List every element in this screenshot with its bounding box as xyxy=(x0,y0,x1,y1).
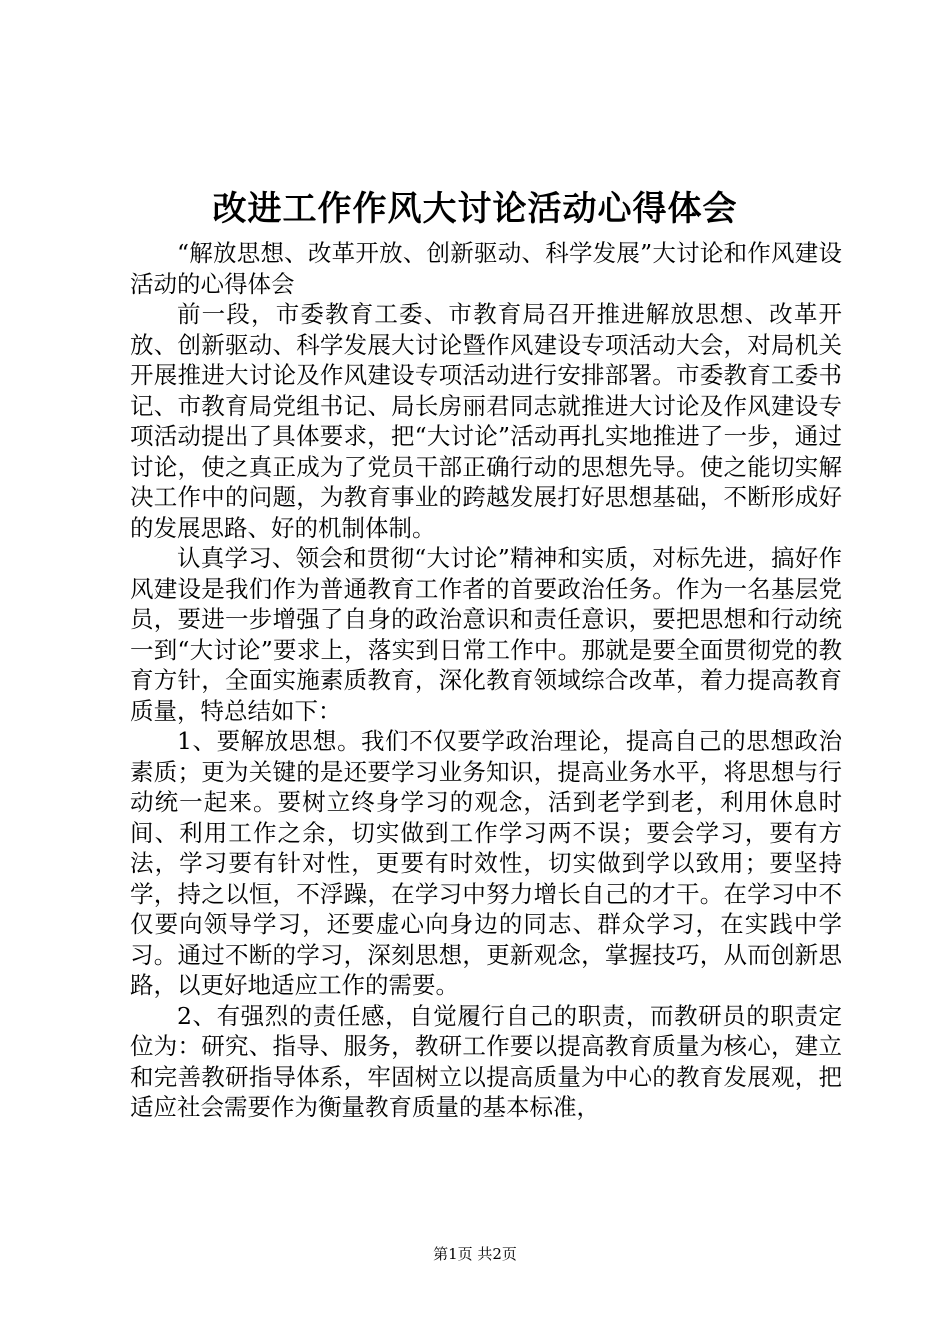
page-number-footer: 第1页 共2页 xyxy=(433,1245,517,1263)
document-body xyxy=(130,238,842,1123)
subtitle-paragraph: “解放思想、改革开放、创新驱动、科学发展”大讨论和作风建设活动的心得体会 xyxy=(130,239,842,298)
document-title: 改进工作作风大讨论活动心得体会 xyxy=(212,189,738,229)
body-paragraph: 2、有强烈的责任感，自觉履行自己的职责，而教研员的职责定位为：研究、指导、服务，教研工作要以提高教育质量为核心，建立和完善教研指导体系，牢固树立以提高质量为中心的教育发展观，把适应社会需要作为衡量教育质量的基本标准， xyxy=(130,1001,842,1121)
body-paragraph: 认真学习、领会和贯彻“大讨论”精神和实质，对标先进，搞好作风建设是我们作为普通教育工作者的首要政治任务。作为一名基层党员，要进一步增强了自身的政治意识和责任意识，要把思想和行动统一到“大讨论”要求上，落实到日常工作中。那就是要全面贯彻党的教育方针，全面实施素质教育，深化教育领域综合改革，着力提高教育质量，特总结如下： xyxy=(130,544,842,725)
body-paragraph: 前一段，市委教育工委、市教育局召开推进解放思想、改革开放、创新驱动、科学发展大讨论暨作风建设专项活动大会，对局机关开展推进大讨论及作风建设专项活动进行安排部署。市委教育工委书记、市教育局党组书记、局长房丽君同志就推进大讨论及作风建设专项活动提出了具体要求，把“大讨论”活动再扎实地推进了一步，通过讨论，使之真正成为了党员干部正确行动的思想先导。使之能切实解决工作中的问题，为教育事业的跨越发展打好思想基础，不断形成好的发展思路、好的机制体制。 xyxy=(130,300,842,542)
body-paragraph: 1、要解放思想。我们不仅要学政治理论，提高自己的思想政治素质；更为关键的是还要学习业务知识，提高业务水平，将思想与行动统一起来。要树立终身学习的观念，活到老学到老，利用休息时间、利用工作之余，切实做到工作学习两不误；要会学习，要有方法，学习要有针对性，更要有时效性，切实做到学以致用；要坚持学，持之以恒，不浮躁，在学习中努力增长自己的才干。在学习中不仅要向领导学习，还要虚心向身边的同志、群众学习，在实践中学习。通过不断的学习，深刻思想，更新观念，掌握技巧，从而创新思路，以更好地适应工作的需要。 xyxy=(130,727,842,999)
